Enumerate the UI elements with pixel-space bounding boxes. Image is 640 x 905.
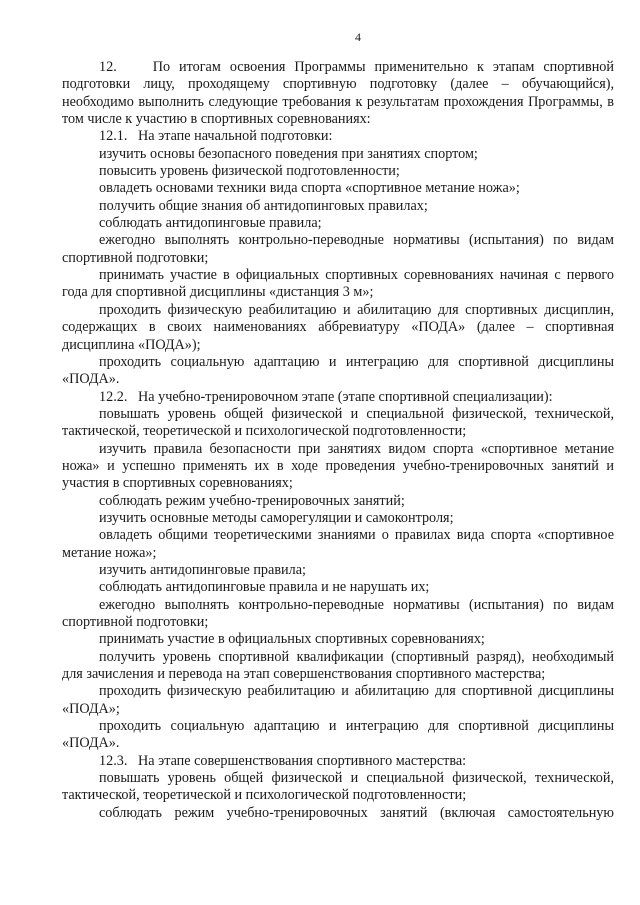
page-number: 4 [355, 30, 361, 44]
list-item: повышать уровень общей физической и специальной физической, технической, тактической, теоретической и психологической подготовленности; [62, 405, 614, 440]
list-item: соблюдать антидопинговые правила и не нарушать их; [99, 579, 430, 596]
list-item: изучить антидопинговые правила; [99, 561, 306, 578]
list-item: соблюдать антидопинговые правила; [99, 215, 322, 232]
list-item: овладеть общими теоретическими знаниями о правилах вида спорта «спортивное метание ножа»; [62, 527, 614, 561]
list-item: проходить социальную адаптацию и интеграцию для спортивной дисциплины «ПОДА». [62, 718, 614, 752]
list-item: получить уровень спортивной квалификации (спортивный разряд), необходимый для зачисления и перевода на этап совершенствования спортивного мастерства; [62, 648, 614, 683]
paragraph-12-intro: 12. По итогам освоения Программы применительно к этапам спортивной подготовки лицу, проходящему спортивную подготовку (далее – обучающийся), необходимо выполнить следующие требования к результатам прохождения Программы, в том числе к участию в спортивных соревнованиях: [62, 59, 614, 128]
list-item: овладеть основами техники вида спорта «спортивное метание ножа»; [99, 180, 520, 197]
list-item: повышать уровень общей физической и специальной физической, технической, тактической, теоретической и психологической подготовленности; [62, 770, 614, 804]
section-12-3-heading: 12.3. На этапе совершенствования спортивного мастерства: [99, 752, 467, 769]
section-12-2-heading: 12.2. На учебно-тренировочном этапе (этапе спортивной специализации): [99, 388, 553, 405]
list-item: проходить социальную адаптацию и интеграцию для спортивной дисциплины «ПОДА». [62, 353, 614, 388]
list-item: ежегодно выполнять контрольно-переводные нормативы (испытания) по видам спортивной подготовки; [62, 596, 614, 630]
list-item: изучить основные методы саморегуляции и самоконтроля; [99, 509, 454, 526]
list-item: соблюдать режим учебно-тренировочных занятий; [99, 492, 405, 509]
list-item: повысить уровень физической подготовленности; [99, 163, 400, 180]
list-item: ежегодно выполнять контрольно-переводные нормативы (испытания) по видам спортивной подготовки; [62, 232, 614, 266]
list-item: принимать участие в официальных спортивных соревнованиях; [99, 631, 485, 648]
list-item: проходить физическую реабилитацию и абилитацию для спортивной дисциплины «ПОДА»; [62, 683, 614, 717]
list-item: соблюдать режим учебно-тренировочных занятий (включая самостоятельную [99, 804, 614, 821]
list-item: изучить основы безопасного поведения при занятиях спортом; [99, 145, 478, 162]
list-item: получить общие знания об антидопинговых правилах; [99, 197, 428, 214]
list-item: принимать участие в официальных спортивных соревнованиях начиная с первого года для спортивной дисциплины «дистанция 3 м»; [62, 267, 614, 301]
section-12-1-heading: 12.1. На этапе начальной подготовки: [99, 128, 333, 145]
list-item: проходить физическую реабилитацию и абилитацию для спортивных дисциплин, содержащих в своих наименованиях аббревиатуру «ПОДА» (далее – спортивная дисциплина «ПОДА»); [62, 301, 614, 353]
list-item: изучить правила безопасности при занятиях видом спорта «спортивное метание ножа» и успешно применять их в ходе проведения учебно-тренировочных занятий и участия в спортивных соревнованиях; [62, 440, 614, 492]
